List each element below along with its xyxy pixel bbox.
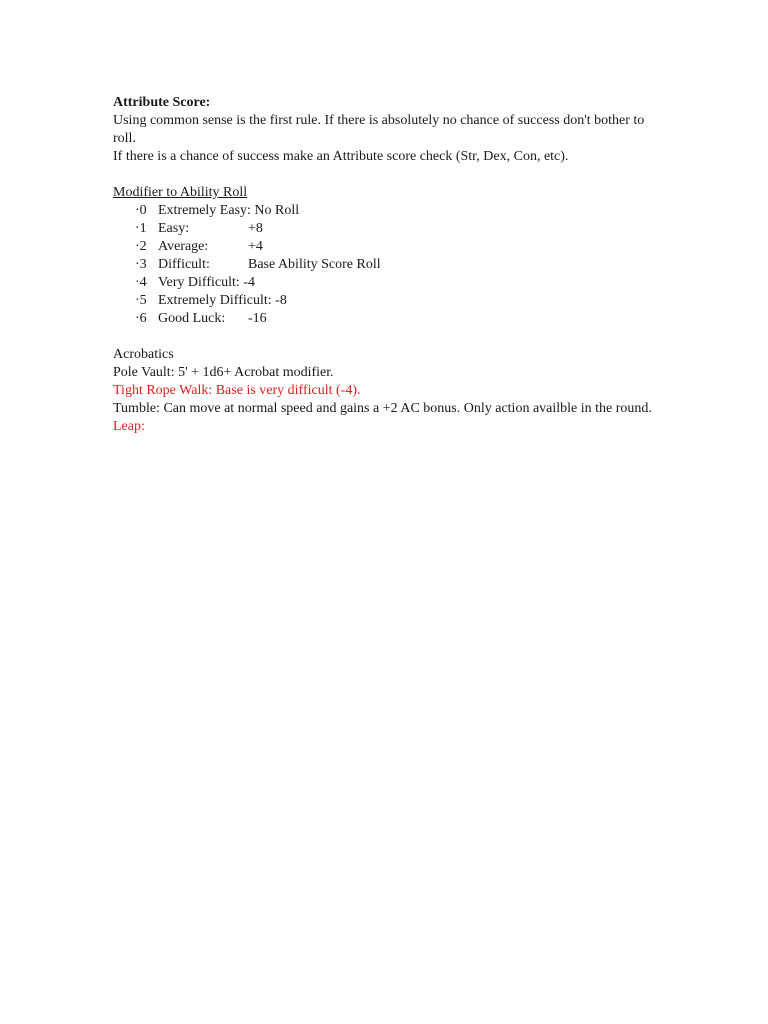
- modifier-value: Base Ability Score Roll: [248, 257, 381, 272]
- leap-text: Leap:: [113, 419, 145, 434]
- modifier-row: [113, 220, 658, 238]
- modifier-label: Very Difficult:: [158, 275, 244, 290]
- modifier-number: ·5: [135, 293, 147, 308]
- modifier-value: -4: [243, 275, 255, 290]
- modifier-label: Extremely Easy:: [158, 203, 255, 218]
- modifier-heading: Modifier to Ability Roll: [113, 185, 248, 200]
- pole-vault-text: Pole Vault: 5' + 1d6+ Acrobat modifier.: [113, 365, 334, 380]
- modifier-label: Good Luck:: [158, 311, 226, 326]
- modifier-number: ·2: [135, 239, 147, 254]
- modifier-list: [113, 202, 658, 328]
- modifier-row: [113, 292, 658, 310]
- modifier-value: +4: [248, 239, 263, 254]
- modifier-label: Extremely Difficult:: [158, 293, 276, 308]
- tight-rope-text: Tight Rope Walk: Base is very difficult (-4).: [113, 383, 361, 398]
- modifier-label: Easy:: [158, 221, 190, 236]
- attribute-score-heading: Attribute Score:: [113, 95, 211, 110]
- modifier-row: [113, 202, 658, 220]
- modifier-number: ·0: [135, 203, 147, 218]
- modifier-row: [113, 274, 658, 292]
- modifier-number: ·1: [135, 221, 147, 236]
- attribute-check-text: If there is a chance of success make an Attribute score check (Str, Dex, Con, etc).: [113, 149, 569, 164]
- modifier-row: [113, 238, 658, 256]
- spacer: [113, 166, 658, 184]
- modifier-row: [113, 256, 658, 274]
- modifier-value: +8: [248, 221, 263, 236]
- modifier-label: Difficult:: [158, 257, 210, 272]
- document-page: [113, 94, 658, 436]
- attribute-rule-text: Using common sense is the first rule. If there is absolutely no chance of success don't bother to roll.: [113, 113, 645, 146]
- acrobatics-heading: Acrobatics: [113, 347, 174, 362]
- modifier-number: ·6: [135, 311, 147, 326]
- modifier-label: Average:: [158, 239, 209, 254]
- tumble-text: Tumble: Can move at normal speed and gains a +2 AC bonus. Only action availble in the round.: [113, 401, 652, 416]
- modifier-number: ·3: [135, 257, 147, 272]
- modifier-value: No Roll: [254, 203, 300, 218]
- modifier-number: ·4: [135, 275, 147, 290]
- modifier-value: -16: [248, 311, 267, 326]
- spacer: [113, 328, 658, 346]
- modifier-row: [113, 310, 658, 328]
- modifier-value: -8: [275, 293, 287, 308]
